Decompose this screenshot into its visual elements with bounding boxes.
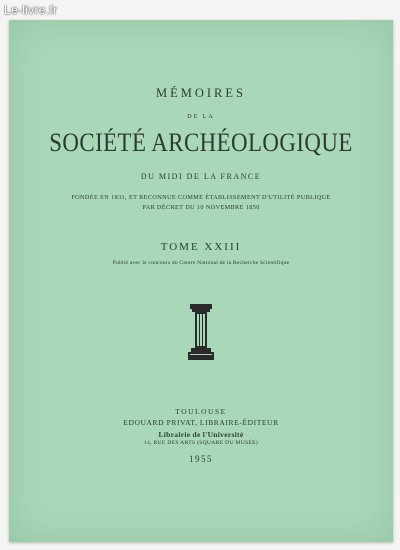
decree-line: PAR DÉCRET DU 10 NOVEMBRE 1850 <box>142 204 260 211</box>
series-title: MÉMOIRES <box>156 86 246 100</box>
publication-support: Publié avec le concours du Centre National de la Recherche Scientifique <box>112 260 290 266</box>
title-connector: DE LA <box>187 114 215 120</box>
publication-year: 1955 <box>189 454 213 464</box>
publisher-address: 14, RUE DES ARTS (SQUARE DU MUSÉE) <box>143 440 259 446</box>
publisher-name: EDOUARD PRIVAT, LIBRAIRE-ÉDITEUR <box>123 418 279 427</box>
founding-line: FONDÉE EN 1831, ET RECONNUE COMME ÉTABLISSEMENT D'UTILITÉ PUBLIQUE <box>71 194 331 201</box>
region-subtitle: DU MIDI DE LA FRANCE <box>140 172 262 181</box>
publisher-city: TOULOUSE <box>175 407 227 416</box>
bookshop-name: Librairie de l'Université <box>158 430 244 439</box>
society-name: SOCIÉTÉ ARCHÉOLOGIQUE <box>49 128 353 157</box>
book-cover <box>9 20 393 542</box>
volume-number: TOME XXIII <box>160 241 242 253</box>
watermark: Le-livre.fr <box>4 3 58 17</box>
column-emblem-icon <box>187 302 215 362</box>
